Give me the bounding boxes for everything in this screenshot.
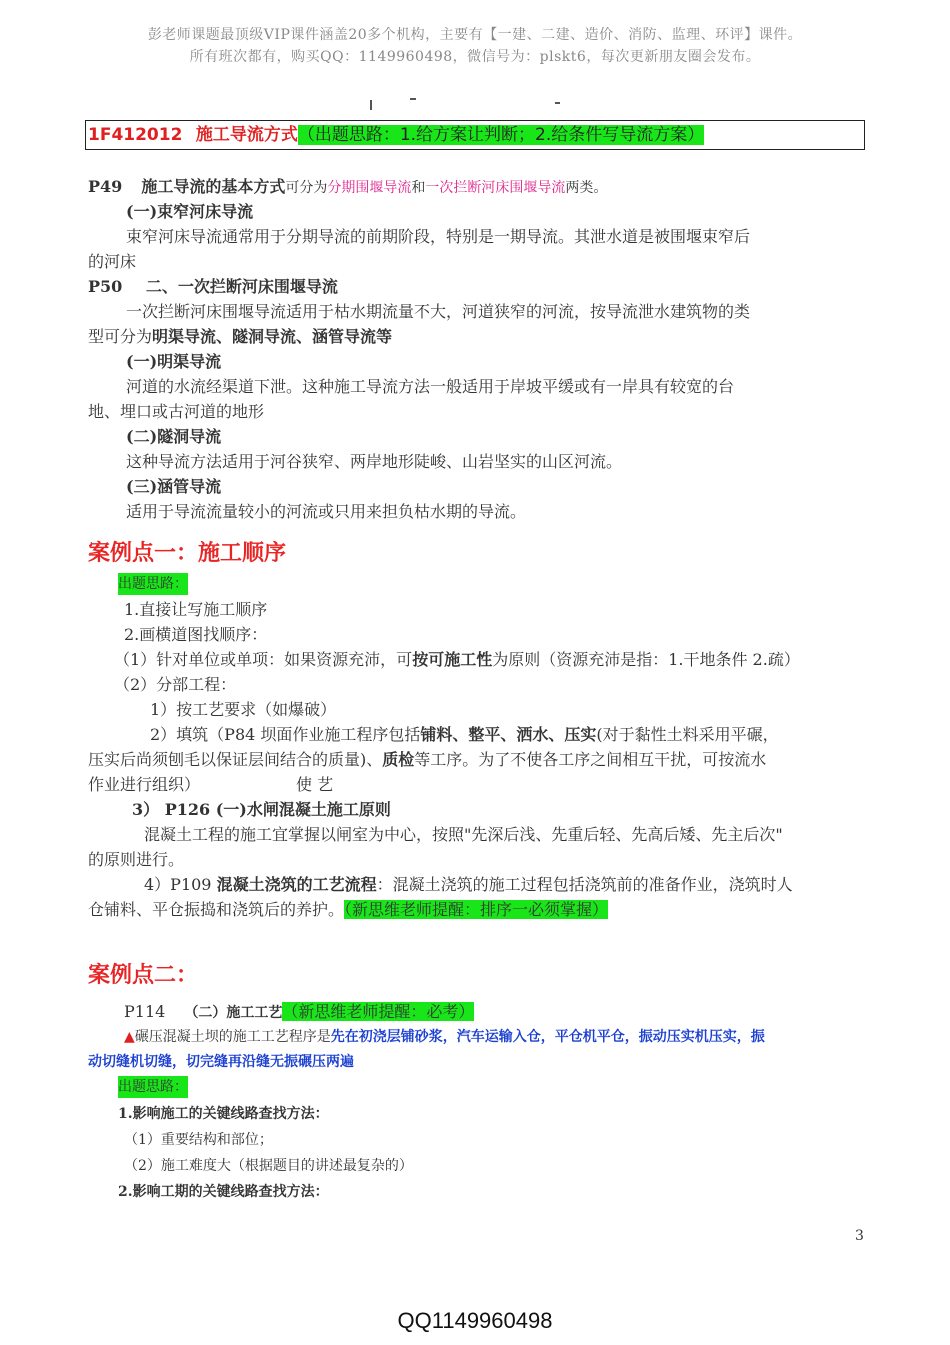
p50-heading-row bbox=[88, 275, 338, 299]
case1-item3b: 按可施工性 bbox=[412, 650, 493, 669]
case1-item4: （2）分部工程： bbox=[114, 675, 237, 694]
p50-line2a: 型可分为 bbox=[88, 327, 153, 346]
p49-tail: 两类。 bbox=[565, 180, 608, 196]
case2-item3: （2）施工难度大（根据题目的讲述最复杂的） bbox=[124, 1158, 413, 1174]
case2-item1: 1.影响施工的关键线路查找方法： bbox=[118, 1106, 329, 1122]
case1-item7a: 压实后尚须刨毛以保证层间结合的质量)、 bbox=[88, 750, 383, 769]
case1-item8a: 作业进行组织） bbox=[88, 775, 201, 794]
case1-item13a: 仓铺料、平仓振捣和浇筑后的养护。 bbox=[88, 900, 345, 919]
mingqu-line2: 地、埋口或古河道的地形 bbox=[88, 402, 265, 421]
mingqu-heading: (一)明渠导流 bbox=[126, 352, 222, 371]
case2-tri-line2: 动切缝机切缝，切完缝再沿缝无振碾压两遍 bbox=[88, 1054, 354, 1070]
case2-hint-label: 出题思路： bbox=[118, 1076, 188, 1098]
p50-heading: 二、一次拦断河床围堰导流 bbox=[145, 277, 338, 296]
case2-title: 案例点二： bbox=[88, 963, 199, 988]
hanguan-heading: (三)涵管导流 bbox=[126, 477, 222, 496]
header-line-2: 所有班次都有，购买QQ：1149960498，微信号为：plskt6，每次更新朋友圈会发布。 bbox=[189, 49, 761, 65]
case1-item12a: 4）P109 bbox=[144, 875, 217, 894]
case2-tri-line1 bbox=[124, 1025, 765, 1049]
case1-item8 bbox=[88, 773, 333, 797]
page-ref: P49 bbox=[88, 177, 123, 196]
mingqu-line1: 河道的水流经渠道下泄。这种施工导流方法一般适用于岸坡平缓或有一岸具有较宽的台 bbox=[126, 377, 735, 396]
case1-hint-label: 出题思路： bbox=[118, 573, 188, 595]
case1-item13b: （新思维老师提醒：排序一必须掌握） bbox=[344, 900, 609, 919]
case1-item9: 3） P126 (一)水闸混凝土施工原则 bbox=[132, 800, 391, 819]
case2-tri-a: 碾压混凝土坝的施工工艺程序是 bbox=[134, 1029, 331, 1045]
case1-item3c: 为原则（资源充沛是指：1.干地条件 2.疏） bbox=[492, 650, 800, 669]
case1-item7b: 质检 bbox=[382, 750, 415, 769]
title-hint: （出题思路：1.给方案让判断；2.给条件写导流方案） bbox=[297, 125, 705, 145]
hanguan-line1: 适用于导流流量较小的河流或只用来担负枯水期的导流。 bbox=[126, 502, 527, 521]
sec1-line2: 的河床 bbox=[88, 252, 137, 271]
case1-item10: 混凝土工程的施工宜掌握以闸室为中心，按照"先深后浅、先重后轻、先高后矮、先主后次" bbox=[144, 825, 783, 844]
title-row bbox=[88, 123, 704, 147]
case1-item6a: 2）填筑（P84 坝面作业施工程序包括 bbox=[150, 725, 421, 744]
suidong-line1: 这种导流方法适用于河谷狭窄、两岸地形陡峻、山岩坚实的山区河流。 bbox=[126, 452, 623, 471]
case1-item5: 1）按工艺要求（如爆破） bbox=[150, 700, 337, 719]
case1-item13 bbox=[88, 898, 608, 922]
case2-tri-b: 先在初浇层铺砂浆，汽车运输入仓，平仓机平仓，振动压实机压实，振 bbox=[330, 1029, 765, 1045]
title-text: 施工导流方式 bbox=[195, 125, 298, 145]
case1-item6c: (对于黏性土料采用平碾， bbox=[596, 725, 779, 744]
case2-p114-hint: （新思维老师提醒：必考） bbox=[282, 1002, 475, 1021]
case1-item11: 的原则进行。 bbox=[88, 850, 185, 869]
p49-opt2: 一次拦断河床围堰导流 bbox=[425, 180, 566, 196]
case2-p114-row bbox=[124, 1000, 474, 1025]
p49-lead: 施工导流的基本方式 bbox=[141, 177, 286, 196]
case2-item4: 2.影响工期的关键线路查找方法： bbox=[118, 1184, 329, 1200]
case1-item7 bbox=[88, 748, 766, 772]
title-code: 1F412012 bbox=[88, 125, 183, 145]
case2-item2: （1）重要结构和部位； bbox=[124, 1132, 273, 1148]
case1-item12 bbox=[144, 873, 793, 897]
page-ref: P114 bbox=[124, 1002, 166, 1021]
sec1-line1: 束窄河床导流通常用于分期导流的前期阶段，特别是一期导流。其泄水道是被围堰束窄后 bbox=[126, 227, 751, 246]
scan-artifact bbox=[410, 98, 416, 100]
case1-item12b: 混凝土浇筑的工艺流程 bbox=[216, 875, 377, 894]
case1-title: 案例点一：施工顺序 bbox=[88, 541, 287, 566]
p50-line2b: 明渠导流、隧洞导流、涵管导流等 bbox=[152, 327, 393, 346]
p49-line bbox=[88, 175, 607, 200]
suidong-heading: (二)隧洞导流 bbox=[126, 427, 222, 446]
case1-item6b: 铺料、整平、洒水、压实 bbox=[420, 725, 597, 744]
scan-artifact bbox=[555, 102, 560, 104]
case1-item7c: 等工序。为了不使各工序之间相互干扰，可按流水 bbox=[414, 750, 767, 769]
page-ref: P50 bbox=[88, 277, 123, 296]
p50-line1: 一次拦断河床围堰导流适用于枯水期流量不大，河道狭窄的河流，按导流泄水建筑物的类 bbox=[126, 302, 751, 321]
p49-mid: 可分为 bbox=[285, 180, 328, 196]
case1-item3 bbox=[114, 648, 800, 672]
p49-and: 和 bbox=[411, 180, 426, 196]
warning-triangle-icon: ▲ bbox=[124, 1029, 135, 1045]
case1-item2: 2.画横道图找顺序： bbox=[124, 625, 268, 644]
header-line-1: 彭老师课题最顶级VIP课件涵盖20多个机构，主要有【一建、二建、造价、消防、监理、环评】课件。 bbox=[147, 27, 803, 43]
case1-item8b: 使 艺 bbox=[296, 775, 334, 794]
p49-opt1: 分期围堰导流 bbox=[327, 180, 412, 196]
scan-artifact bbox=[370, 100, 372, 110]
case1-item12c: ：混凝土浇筑的施工过程包括浇筑前的准备作业，浇筑时人 bbox=[376, 875, 793, 894]
page-number: 3 bbox=[855, 1228, 864, 1244]
case1-item3a: （1）针对单位或单项：如果资源充沛，可 bbox=[114, 650, 413, 669]
case2-p114-heading: （二）施工工艺 bbox=[184, 1005, 283, 1021]
footer-qq: QQ1149960498 bbox=[397, 1308, 553, 1333]
case1-item6 bbox=[150, 723, 779, 747]
p50-line2 bbox=[88, 325, 392, 349]
case1-item1: 1.直接让写施工顺序 bbox=[124, 600, 268, 619]
sec1-heading: (一)束窄河床导流 bbox=[126, 202, 254, 221]
